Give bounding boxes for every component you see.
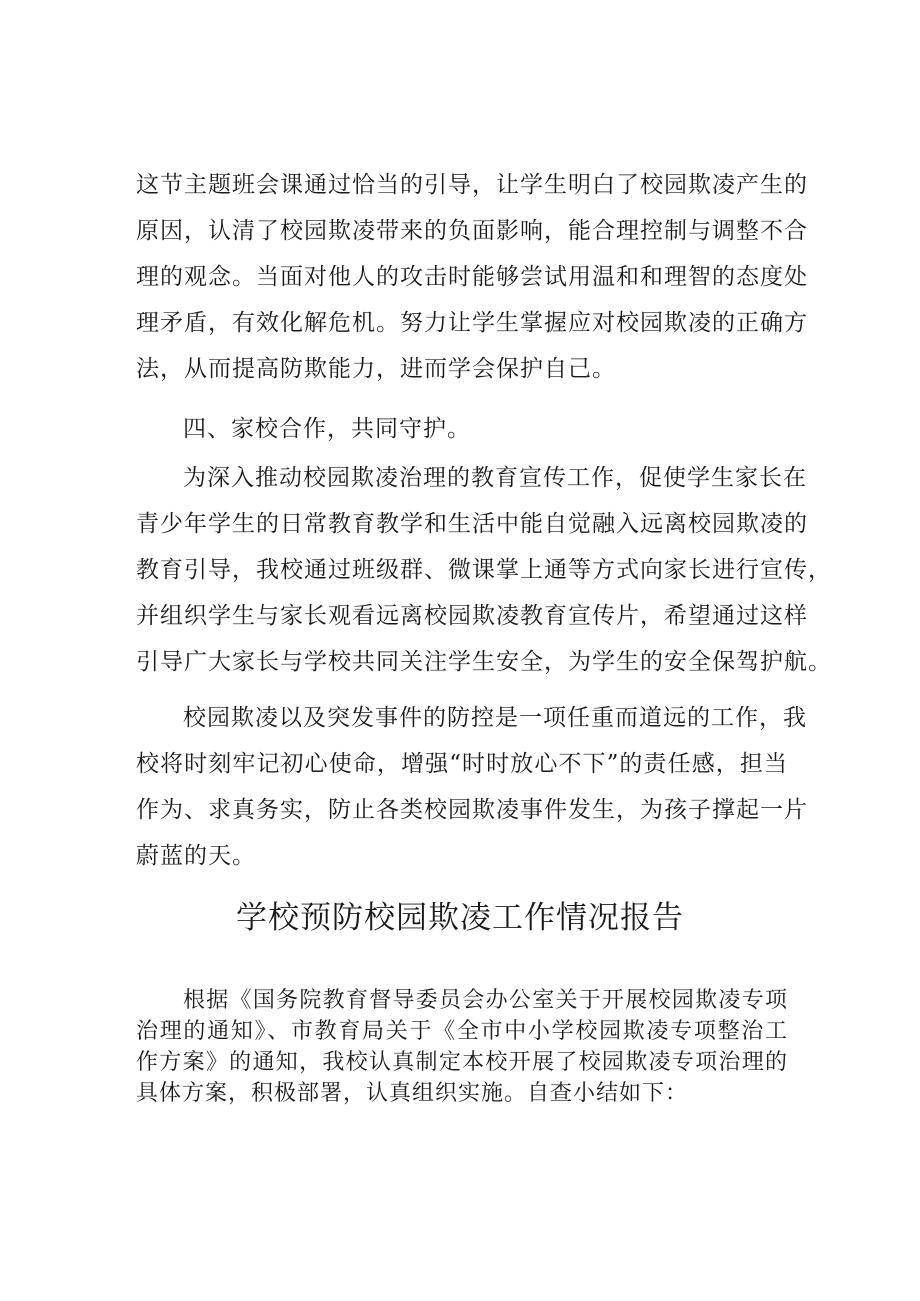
text-line: 蔚蓝的天。 [136,843,256,869]
text-line: 为深入推动校园欺凌治理的教育宣传工作，促使学生家长在 [183,465,807,491]
text-line: 原因，认清了校园欺凌带来的负面影响，能合理控制与调整不合 [136,218,808,244]
text-line: 这节主题班会课通过恰当的引导，让学生明白了校园欺凌产生的 [136,172,808,198]
text-line: 理矛盾，有效化解危机。努力让学生掌握应对校园欺凌的正确方 [136,310,808,336]
text-line: 引导广大家长与学校共同关注学生安全，为学生的安全保驾护航。 [136,649,832,675]
text-line: 作为、求真务实，防止各类校园欺凌事件发生，为孩子撑起一片 [136,797,808,823]
text-line: 作方案》的通知，我校认真制定本校开展了校园欺凌专项治理的 [136,1050,788,1075]
text-line: 校将时刻牢记初心使命，增强“时时放心不下”的责任感，担当 [136,751,788,777]
text-line: 青少年学生的日常教育教学和生活中能自觉融入远离校园欺凌的 [136,511,808,537]
text-line: 理的观念。当面对他人的攻击时能够尝试用温和和理智的态度处 [136,264,808,290]
text-line: 治理的通知》、市教育局关于《全市中小学校园欺凌专项整治工 [136,1019,788,1044]
text-line: 具体方案，积极部署，认真组织实施。自查小结如下： [136,1081,689,1106]
text-line: 教育引导，我校通过班级群、微课掌上通等方式向家长进行宣传， [136,557,832,583]
report-title: 学校预防校园欺凌工作情况报告 [236,900,684,936]
section-heading: 四、家校合作，共同守护。 [183,416,471,442]
text-line: 根据《国务院教育督导委员会办公室关于开展校园欺凌专项 [183,988,788,1013]
text-line: 并组织学生与家长观看远离校园欺凌教育宣传片，希望通过这样 [136,603,808,629]
text-line: 校园欺凌以及突发事件的防控是一项任重而道远的工作，我 [183,705,807,731]
text-line: 法，从而提高防欺能力，进而学会保护自己。 [136,356,616,382]
